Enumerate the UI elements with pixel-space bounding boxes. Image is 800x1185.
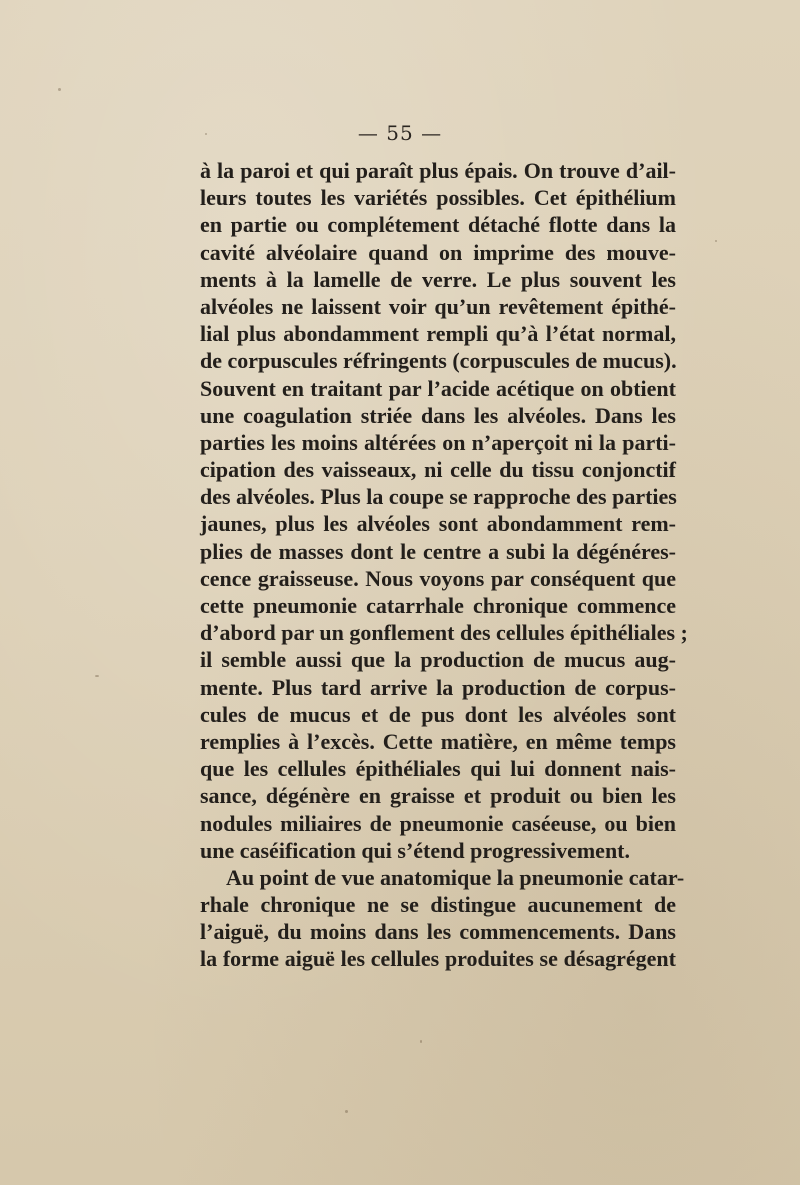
text-line: d’abord par un gonflement des cellules épithéliales ; <box>200 620 688 646</box>
text-line: l’aiguë, du moins dans les commencements. Dans <box>200 919 676 945</box>
text-line: il semble aussi que la production de mucus aug- <box>200 647 676 673</box>
text-line: remplies à l’excès. Cette matière, en même temps <box>200 728 676 754</box>
text-line: cipation des vaisseaux, ni celle du tissu conjonctif <box>200 457 676 483</box>
text-line: Souvent en traitant par l’acide acétique on obtient <box>200 375 676 401</box>
text-line: parties les moins altérées on n’aperçoit ni la parti- <box>200 429 676 455</box>
text-line: la forme aiguë les cellules produites se désagrégent <box>200 946 676 972</box>
text-line: de corpuscules réfringents (corpuscules de mucus). <box>200 348 677 374</box>
text-line: une coagulation striée dans les alvéoles. Dans les <box>200 402 676 428</box>
text-line: des alvéoles. Plus la coupe se rapproche des parties <box>200 484 677 510</box>
text-line: ments à la lamelle de verre. Le plus souvent les <box>200 266 676 292</box>
text-line: jaunes, plus les alvéoles sont abondamment rem- <box>200 511 676 537</box>
paper-speck <box>345 1110 348 1113</box>
text-line: à la paroi et qui paraît plus épais. On trouve d’ail- <box>200 158 676 183</box>
text-line: leurs toutes les variétés possibles. Cet épithélium <box>200 185 676 211</box>
text-line: que les cellules épithéliales qui lui donnent nais- <box>200 756 676 782</box>
paper-speck <box>58 88 61 91</box>
text-line: cules de mucus et de pus dont les alvéoles sont <box>200 701 676 727</box>
page-number: — 55 — <box>357 121 443 145</box>
text-line: nodules miliaires de pneumonie caséeuse, ou bien <box>200 810 676 836</box>
text-line: lial plus abondamment rempli qu’à l’état normal, <box>200 321 676 347</box>
text-line: Au point de vue anatomique la pneumonie catar- <box>226 864 685 890</box>
text-line: sance, dégénère en graisse et produit ou bien les <box>200 783 676 809</box>
text-line: plies de masses dont le centre a subi la dégénéres- <box>200 538 676 564</box>
text-line: cette pneumonie catarrhale chronique commence <box>200 593 676 618</box>
paper-speck <box>95 675 99 677</box>
paper-speck <box>420 1040 422 1043</box>
text-line: rhale chronique ne se distingue aucunement de <box>200 892 676 918</box>
text-line: cavité alvéolaire quand on imprime des mouve- <box>200 239 676 265</box>
text-line: une caséification qui s’étend progressivement. <box>200 837 630 863</box>
paper-speck <box>715 240 717 242</box>
text-line: cence graisseuse. Nous voyons par conséquent que <box>200 565 676 591</box>
text-line: en partie ou complétement détaché flotte dans la <box>200 212 676 238</box>
text-line: alvéoles ne laissent voir qu’un revêtement épithé- <box>200 293 676 319</box>
text-line: mente. Plus tard arrive la production de corpus- <box>200 674 676 700</box>
body-text <box>200 157 688 973</box>
